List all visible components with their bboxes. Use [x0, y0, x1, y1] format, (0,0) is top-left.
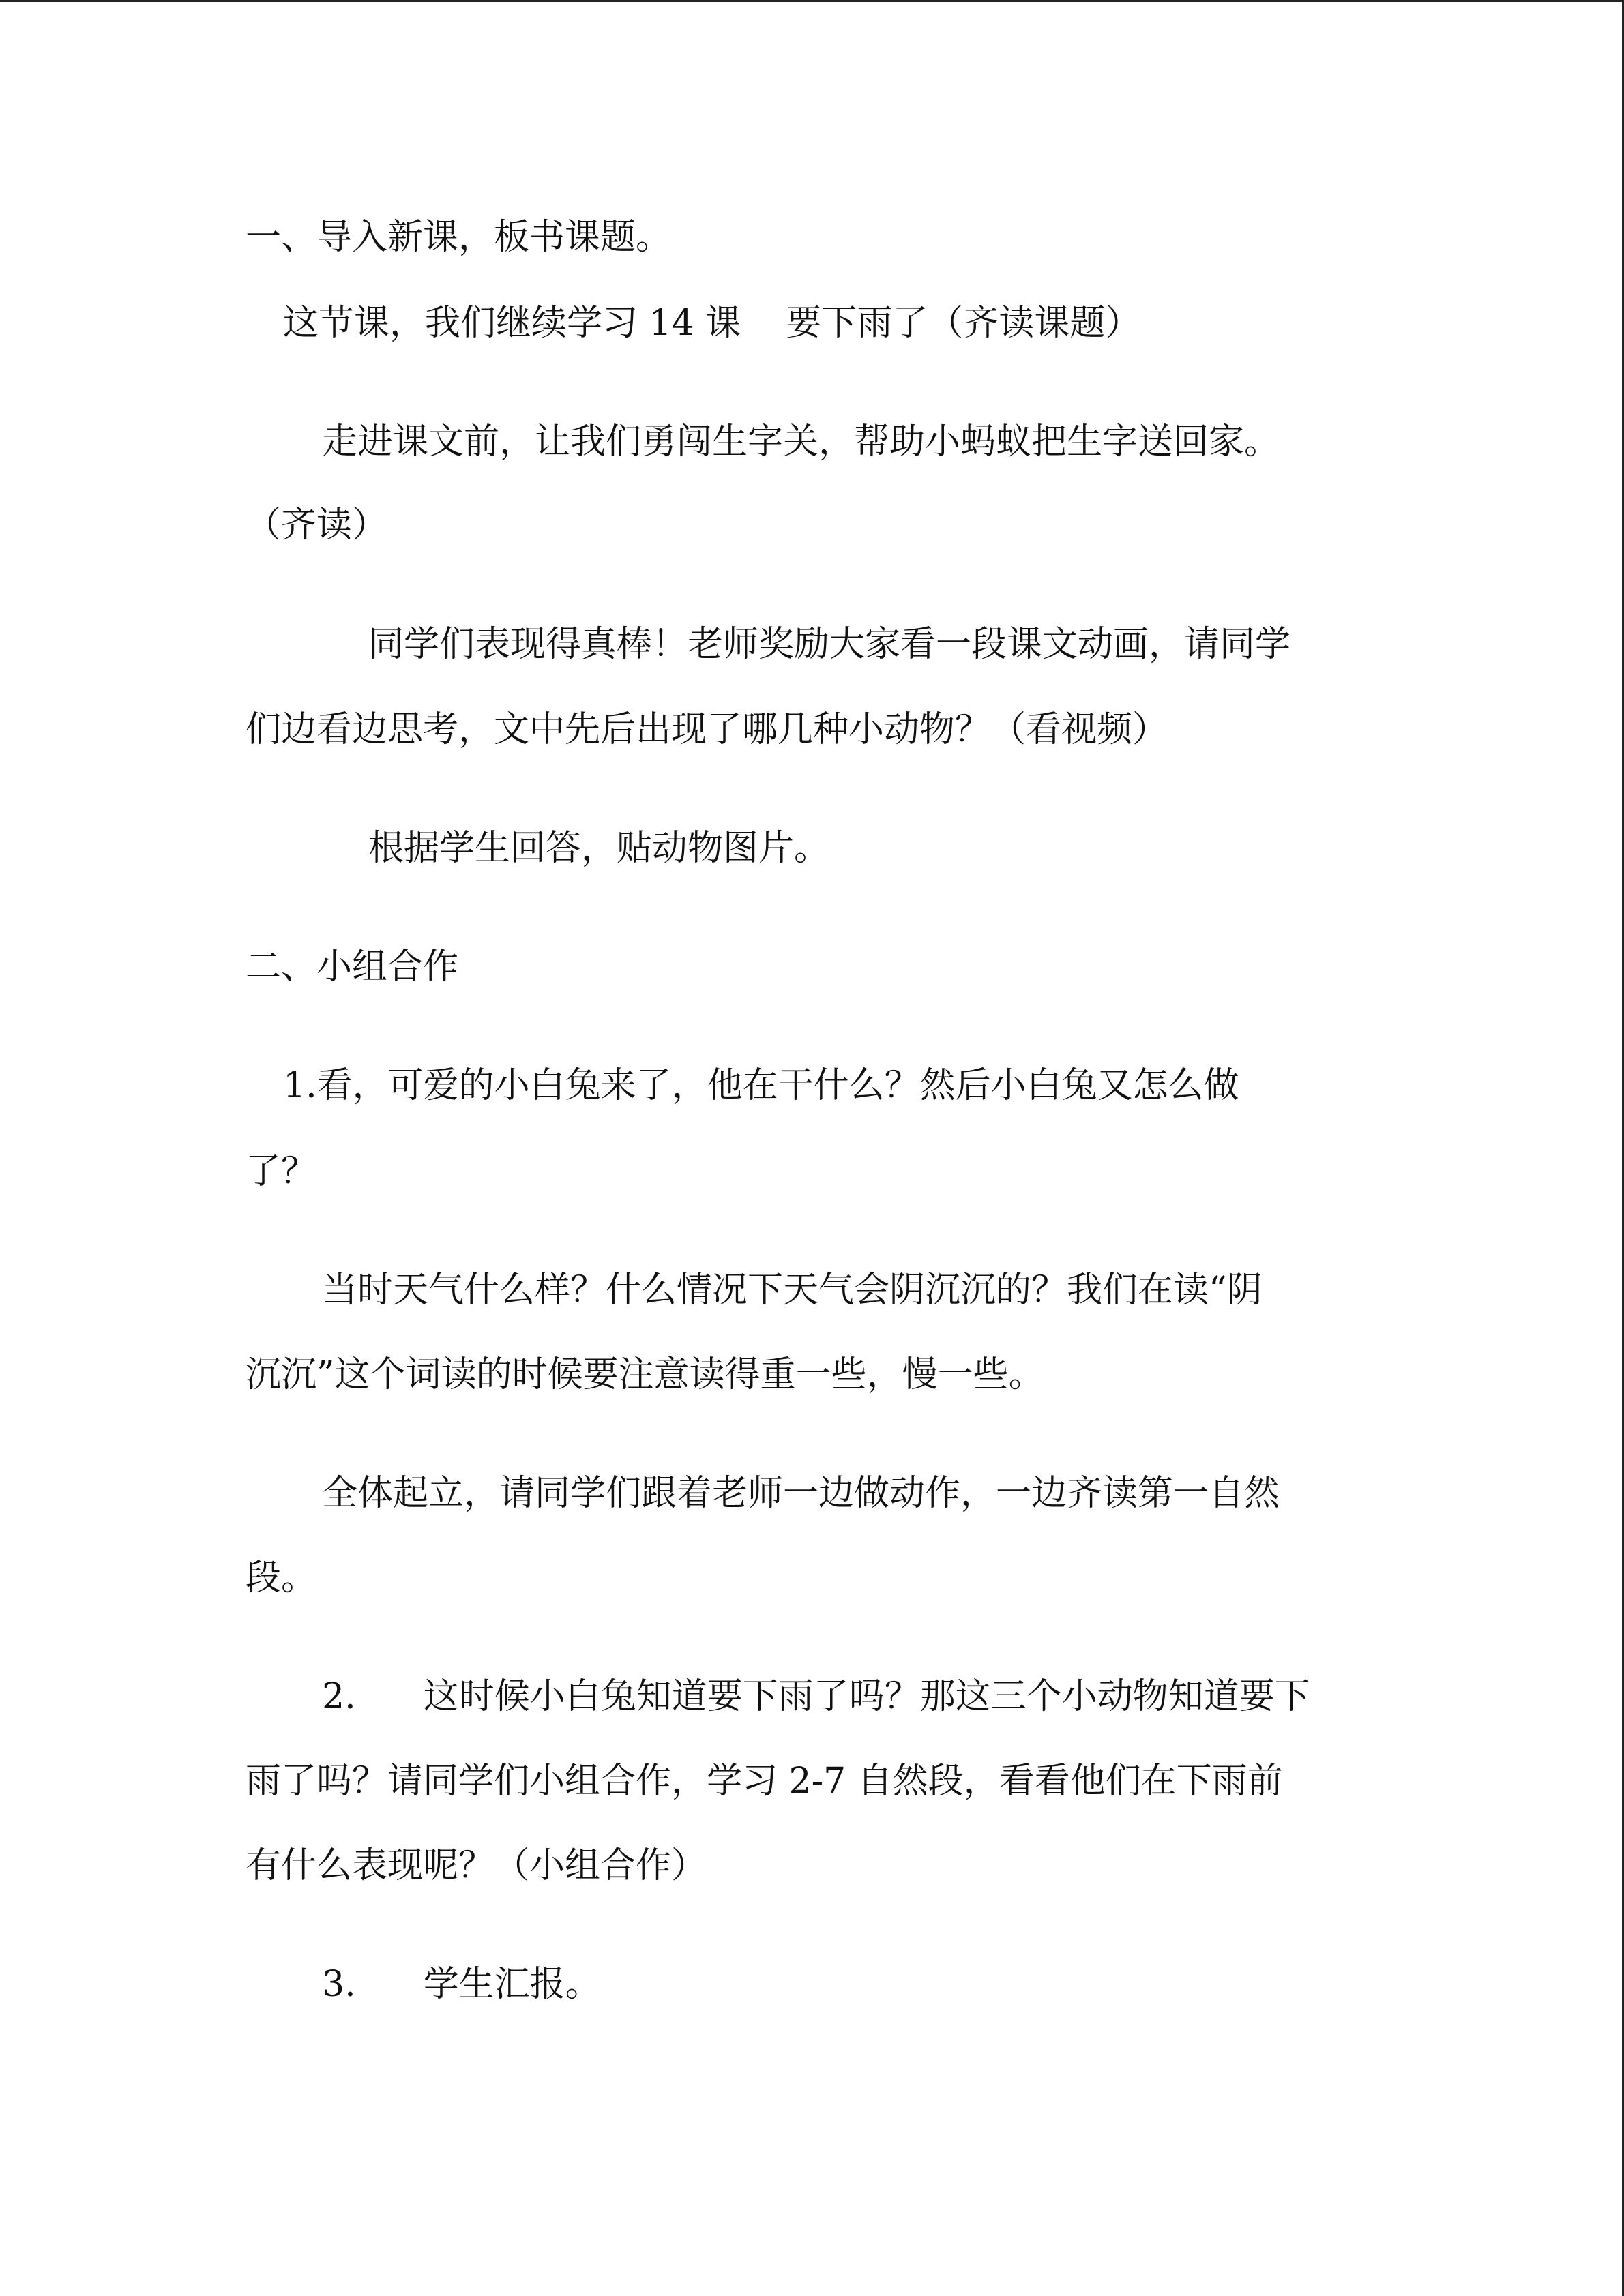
paragraph-item-2-end: 有什么表现呢？（小组合作） — [246, 1845, 707, 1886]
paragraph-video-intro: 同学们表现得真棒！老师奖励大家看一段课文动画，请同学 — [368, 624, 1291, 665]
paragraph-stand-up: 全体起立，请同学们跟着老师一边做动作，一边齐读第一自然 — [322, 1473, 1280, 1514]
paragraph-new-words-cont: （齐读） — [246, 505, 388, 546]
paragraph-stand-up-cont: 段。 — [246, 1557, 317, 1598]
paragraph-item-1-cont: 了？ — [246, 1151, 317, 1192]
paragraph-item-3: 3. 学生汇报。 — [322, 1964, 601, 2005]
paragraph-item-2: 2. 这时候小白兔知道要下雨了吗？那这三个小动物知道要下 — [322, 1676, 1310, 1717]
section-heading-intro: 一、导入新课，板书课题。 — [246, 217, 672, 258]
paragraph-item-1: 1.看，可爱的小白兔来了，他在干什么？然后小白兔又怎么做 — [283, 1065, 1239, 1106]
page-top-border — [0, 0, 1624, 2]
paragraph-animal-pictures: 根据学生回答，贴动物图片。 — [368, 828, 830, 869]
paragraph-video-intro-cont: 们边看边思考，文中先后出现了哪几种小动物？（看视频） — [246, 709, 1168, 750]
paragraph-weather-cont: 沉沉”这个词读的时候要注意读得重一些，慢一些。 — [246, 1354, 1044, 1395]
paragraph-lesson-title: 这节课，我们继续学习 14 课 要下雨了（齐读课题） — [283, 303, 1141, 344]
paragraph-weather: 当时天气什么样？什么情况下天气会阴沉沉的？我们在读“阴 — [322, 1270, 1263, 1311]
section-heading-group-work: 二、小组合作 — [246, 946, 459, 987]
paragraph-new-words: 走进课文前，让我们勇闯生字关，帮助小蚂蚁把生字送回家。 — [322, 421, 1280, 462]
paragraph-item-2-cont: 雨了吗？请同学们小组合作，学习 2-7 自然段，看看他们在下雨前 — [246, 1761, 1283, 1802]
